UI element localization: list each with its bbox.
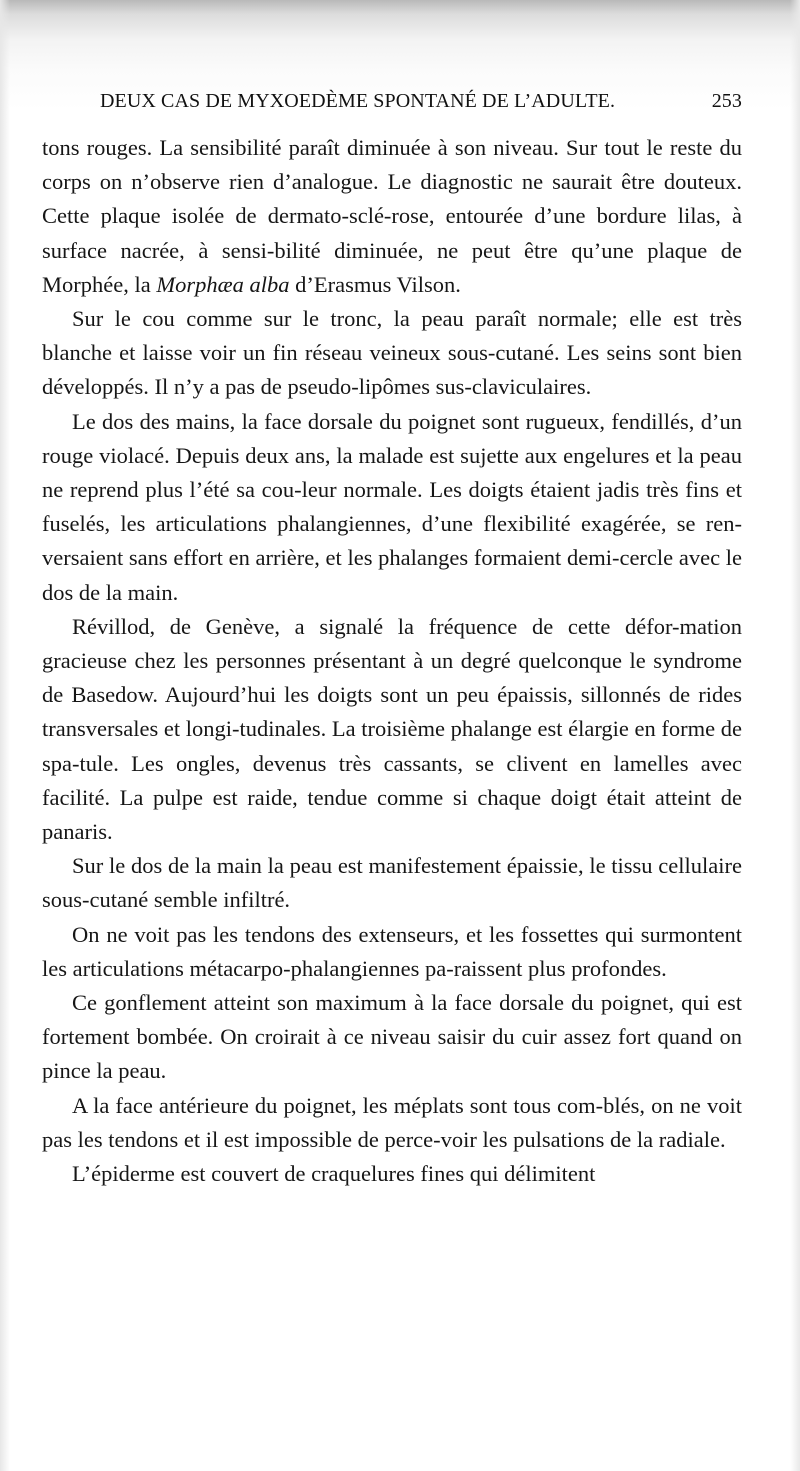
paragraph-1-text-b: d’Erasmus Vilson. (289, 271, 461, 297)
latin-term-morphaea-alba: Morphæa alba (156, 271, 290, 297)
paragraph-5: Sur le dos de la main la peau est manifestement épaissie, le tissu cellulaire sous-cutané semble infiltré. (42, 853, 742, 913)
paragraph-1-text-a: tons rouges. La sensibilité paraît diminuée à son niveau. Sur tout le reste du corps on n’observe rien d’analogue. Le diagnostic ne saurait être douteux. Cette plaque isolée de dermato-sclé-rose, entourée d’une bordure lilas, à surface nacrée, à sensi-bilité diminuée, ne peut être qu’une plaque de Morphée, la (42, 135, 742, 297)
page-number: 253 (711, 90, 742, 112)
paragraph-8: A la face antérieure du poignet, les méplats sont tous com-blés, on ne voit pas les tendons et il est impossible de perce-voir les pulsations de la radiale. (42, 1092, 742, 1152)
paragraph-1 (42, 131, 742, 302)
page-edge-shadow-left (0, 0, 10, 1471)
paragraph-4: Révillod, de Genève, a signalé la fréquence de cette défor-mation gracieuse chez les personnes présentant à un degré quelconque le syndrome de Basedow. Aujourd’hui les doigts sont un peu épaissis, sillonnés de rides transversales et longi-tudinales. La troisième phalange est élargie en forme de spa-tule. Les ongles, devenus très cassants, se clivent en lamelles avec facilité. La pulpe est raide, tendue comme si chaque doigt était atteint de panaris. (42, 613, 742, 845)
running-header (100, 88, 742, 118)
running-title: DEUX CAS DE MYXOEDÈME SPONTANÉ DE L’ADULTE. (100, 90, 616, 112)
page-edge-shadow-right (790, 0, 800, 1471)
paragraph-6: On ne voit pas les tendons des extenseurs, et les fossettes qui surmontent les articulations métacarpo-phalangiennes pa-raissent plus profondes. (42, 921, 742, 981)
paragraph-9: L’épiderme est couvert de craquelures fines qui délimitent (72, 1161, 596, 1187)
paragraph-7: Ce gonflement atteint son maximum à la face dorsale du poignet, qui est fortement bombée. On croirait à ce niveau saisir du cuir assez fort quand on pince la peau. (42, 990, 742, 1084)
paragraph-2: Sur le cou comme sur le tronc, la peau paraît normale; elle est très blanche et laisse voir un fin réseau veineux sous-cutané. Les seins sont bien développés. Il n’y a pas de pseudo-lipômes sus-claviculaires. (42, 306, 742, 400)
paragraph-3: Le dos des mains, la face dorsale du poignet sont rugueux, fendillés, d’un rouge violacé. Depuis deux ans, la malade est sujette aux engelures et la peau ne reprend plus l’été sa cou-leur normale. Les doigts étaient jadis très fins et fuselés, les articulations phalangiennes, d’une flexibilité exagérée, se ren-versaient sans effort en arrière, et les phalanges formaient demi-cercle avec le dos de la main. (42, 408, 742, 605)
body-text (42, 131, 742, 1191)
